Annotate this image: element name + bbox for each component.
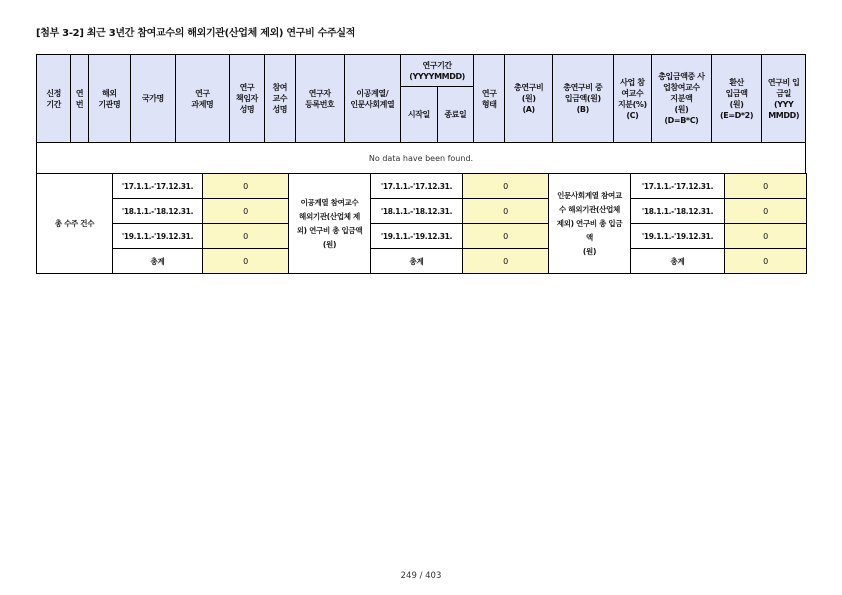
period-label: '19.1.1.-'19.12.31.: [113, 224, 203, 249]
science-amount-value: 0: [463, 224, 549, 249]
header-end-date: 종료일: [437, 87, 473, 143]
humanities-amount-value: 0: [725, 199, 807, 224]
header-field: 이공계열/ 인문사회계열: [344, 55, 401, 143]
period-label: '19.1.1.-'19.12.31.: [371, 224, 463, 249]
header-project-name: 연구 과제명: [175, 55, 230, 143]
count-value: 0: [203, 199, 289, 224]
header-received-amount: 총연구비 중 입금액(원) (B): [552, 55, 613, 143]
header-participant-share: 총입금액중 사 업참여교수 지분액 (원) (D=B*C): [652, 55, 712, 143]
period-label: '17.1.1.-'17.12.31.: [371, 174, 463, 199]
humanities-amount-value: 0: [725, 224, 807, 249]
document-title: [첨부 3-2] 최근 3년간 참여교수의 해외기관(산업체 제외) 연구비 수주실적: [36, 28, 356, 39]
header-apply-period: 신정 기간: [37, 55, 71, 143]
header-start-date: 시작일: [401, 87, 437, 143]
total-humanities-value: 0: [725, 249, 807, 274]
total-label: 총계: [631, 249, 725, 274]
count-value: 0: [203, 174, 289, 199]
science-total-label: 이공계열 참여교수 해외기관(산업체 제 외) 연구비 총 입금액 (원): [289, 174, 371, 274]
total-label: 총계: [113, 249, 203, 274]
total-label: 총계: [371, 249, 463, 274]
header-converted-amount: 환산 입금액 (원) (E=D*2): [711, 55, 762, 143]
period-label: '18.1.1.-'18.12.31.: [113, 199, 203, 224]
total-science-value: 0: [463, 249, 549, 274]
header-research-period: 연구기간 (YYYYMMDD): [401, 55, 474, 87]
science-amount-value: 0: [463, 174, 549, 199]
humanities-total-label: 인문사회계열 참여교 수 해외기관(산업체 제외) 연구비 총 입금 액 (원): [549, 174, 631, 274]
header-deposit-date: 연구비 입 금일 (YYY MMDD): [762, 55, 806, 143]
header-serial: 연 번: [71, 55, 88, 143]
header-country: 국가명: [131, 55, 176, 143]
empty-table-message: No data have been found.: [37, 143, 806, 174]
humanities-amount-value: 0: [725, 174, 807, 199]
research-funding-table: [36, 54, 806, 174]
count-value: 0: [203, 224, 289, 249]
header-total-funding: 총연구비 (원) (A): [505, 55, 553, 143]
total-count-label: 총 수주 건수: [37, 174, 113, 274]
header-research-type: 연구 형태: [474, 55, 505, 143]
science-amount-value: 0: [463, 199, 549, 224]
header-pi-name: 연구 책임자 성명: [230, 55, 264, 143]
period-label: '18.1.1.-'18.12.31.: [371, 199, 463, 224]
header-share-ratio: 사업 참 여교수 지분(%) (C): [613, 55, 651, 143]
period-label: '17.1.1.-'17.12.31.: [113, 174, 203, 199]
period-label: '19.1.1.-'19.12.31.: [631, 224, 725, 249]
total-count-value: 0: [203, 249, 289, 274]
period-label: '17.1.1.-'17.12.31.: [631, 174, 725, 199]
header-overseas-institution: 해외 기관명: [88, 55, 130, 143]
header-participant-name: 참여 교수 성명: [264, 55, 295, 143]
summary-table: [36, 173, 807, 274]
period-label: '18.1.1.-'18.12.31.: [631, 199, 725, 224]
header-researcher-id: 연구자 등록번호: [295, 55, 344, 143]
page-number: 249 / 403: [400, 571, 442, 581]
